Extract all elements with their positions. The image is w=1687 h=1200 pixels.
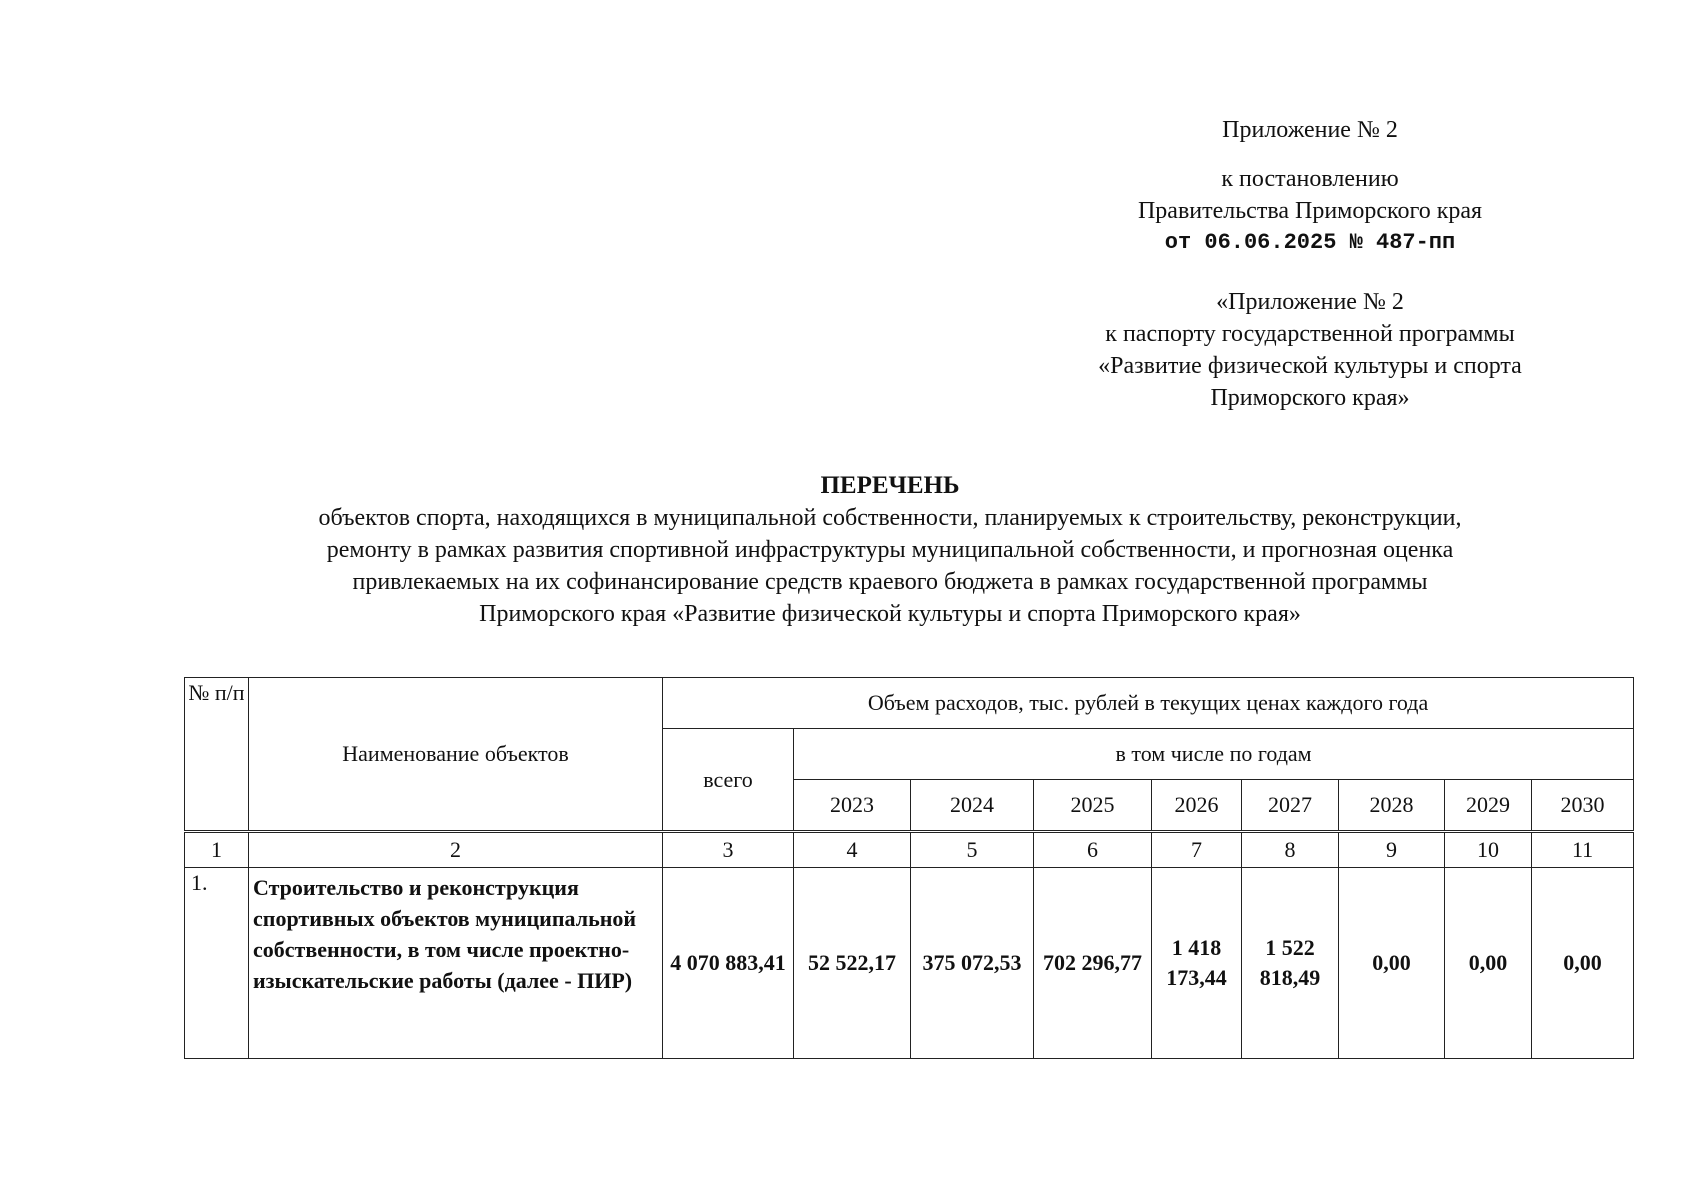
program-appendix-line-4: Приморского края» bbox=[1210, 385, 1410, 411]
decree-number: от 06.06.2025 № 487-пп bbox=[1164, 230, 1456, 255]
decree-line-2: Правительства Приморского края bbox=[1137, 198, 1483, 224]
program-appendix-line-2: к паспорту государственной программы bbox=[1105, 321, 1515, 347]
column-number: 10 bbox=[1445, 832, 1532, 868]
header-name: Наименование объектов bbox=[249, 678, 663, 832]
decree-line-1: к постановлению bbox=[1221, 166, 1399, 192]
title-line-4: Приморского края «Развитие физической культуры и спорта Приморского края» bbox=[479, 601, 1301, 627]
header-year: 2028 bbox=[1339, 780, 1445, 832]
header-year: 2027 bbox=[1242, 780, 1339, 832]
program-appendix-line-1: «Приложение № 2 bbox=[1216, 289, 1404, 315]
header-year: 2023 bbox=[794, 780, 911, 832]
row-name: Строительство и реконструкция спортивных объектов муниципальной собственности, в том числе проектно-изыскательские работы (далее - ПИР) bbox=[249, 868, 663, 1059]
row-value-2030: 0,00 bbox=[1532, 868, 1634, 1059]
title-line-2: ремонту в рамках развития спортивной инфраструктуры муниципальной собственности, и прогнозная оценка bbox=[326, 537, 1454, 563]
column-number: 5 bbox=[911, 832, 1034, 868]
header-year: 2024 bbox=[911, 780, 1034, 832]
header-year: 2030 bbox=[1532, 780, 1634, 832]
row-value-2023: 52 522,17 bbox=[794, 868, 911, 1059]
header-num: № п/п bbox=[185, 678, 249, 832]
document-title bbox=[180, 470, 1600, 630]
column-number: 9 bbox=[1339, 832, 1445, 868]
appendix-title-text: Приложение № 2 bbox=[1222, 117, 1398, 143]
row-value-2026: 1 418 173,44 bbox=[1152, 868, 1242, 1059]
header-by-years: в том числе по годам bbox=[794, 729, 1634, 780]
title-line-3: привлекаемых на их софинансирование средств краевого бюджета в рамках государственной программы bbox=[352, 569, 1428, 595]
header-year: 2026 bbox=[1152, 780, 1242, 832]
document-heading: ПЕРЕЧЕНЬ bbox=[820, 472, 960, 499]
row-value-2027: 1 522 818,49 bbox=[1242, 868, 1339, 1059]
decree-reference bbox=[1080, 163, 1540, 259]
column-numbers-row bbox=[185, 832, 1634, 868]
header-year: 2025 bbox=[1034, 780, 1152, 832]
objects-table bbox=[184, 677, 1634, 1059]
table-row bbox=[185, 868, 1634, 1059]
column-number: 4 bbox=[794, 832, 911, 868]
program-appendix bbox=[1040, 286, 1580, 414]
header-year: 2029 bbox=[1445, 780, 1532, 832]
row-value-2025: 702 296,77 bbox=[1034, 868, 1152, 1059]
column-number: 2 bbox=[249, 832, 663, 868]
appendix-title bbox=[1190, 114, 1430, 146]
header-row-1 bbox=[185, 678, 1634, 729]
column-number: 6 bbox=[1034, 832, 1152, 868]
row-total: 4 070 883,41 bbox=[663, 868, 794, 1059]
header-total: всего bbox=[663, 729, 794, 832]
row-value-2024: 375 072,53 bbox=[911, 868, 1034, 1059]
row-value-2028: 0,00 bbox=[1339, 868, 1445, 1059]
column-number: 3 bbox=[663, 832, 794, 868]
column-number: 11 bbox=[1532, 832, 1634, 868]
column-number: 7 bbox=[1152, 832, 1242, 868]
title-line-1: объектов спорта, находящихся в муниципальной собственности, планируемых к строительству, реконструкции, bbox=[318, 505, 1462, 531]
program-appendix-line-3: «Развитие физической культуры и спорта bbox=[1098, 353, 1522, 379]
column-number: 8 bbox=[1242, 832, 1339, 868]
header-expenses: Объем расходов, тыс. рублей в текущих ценах каждого года bbox=[663, 678, 1634, 729]
row-index: 1. bbox=[185, 868, 249, 1059]
column-number: 1 bbox=[185, 832, 249, 868]
row-value-2029: 0,00 bbox=[1445, 868, 1532, 1059]
